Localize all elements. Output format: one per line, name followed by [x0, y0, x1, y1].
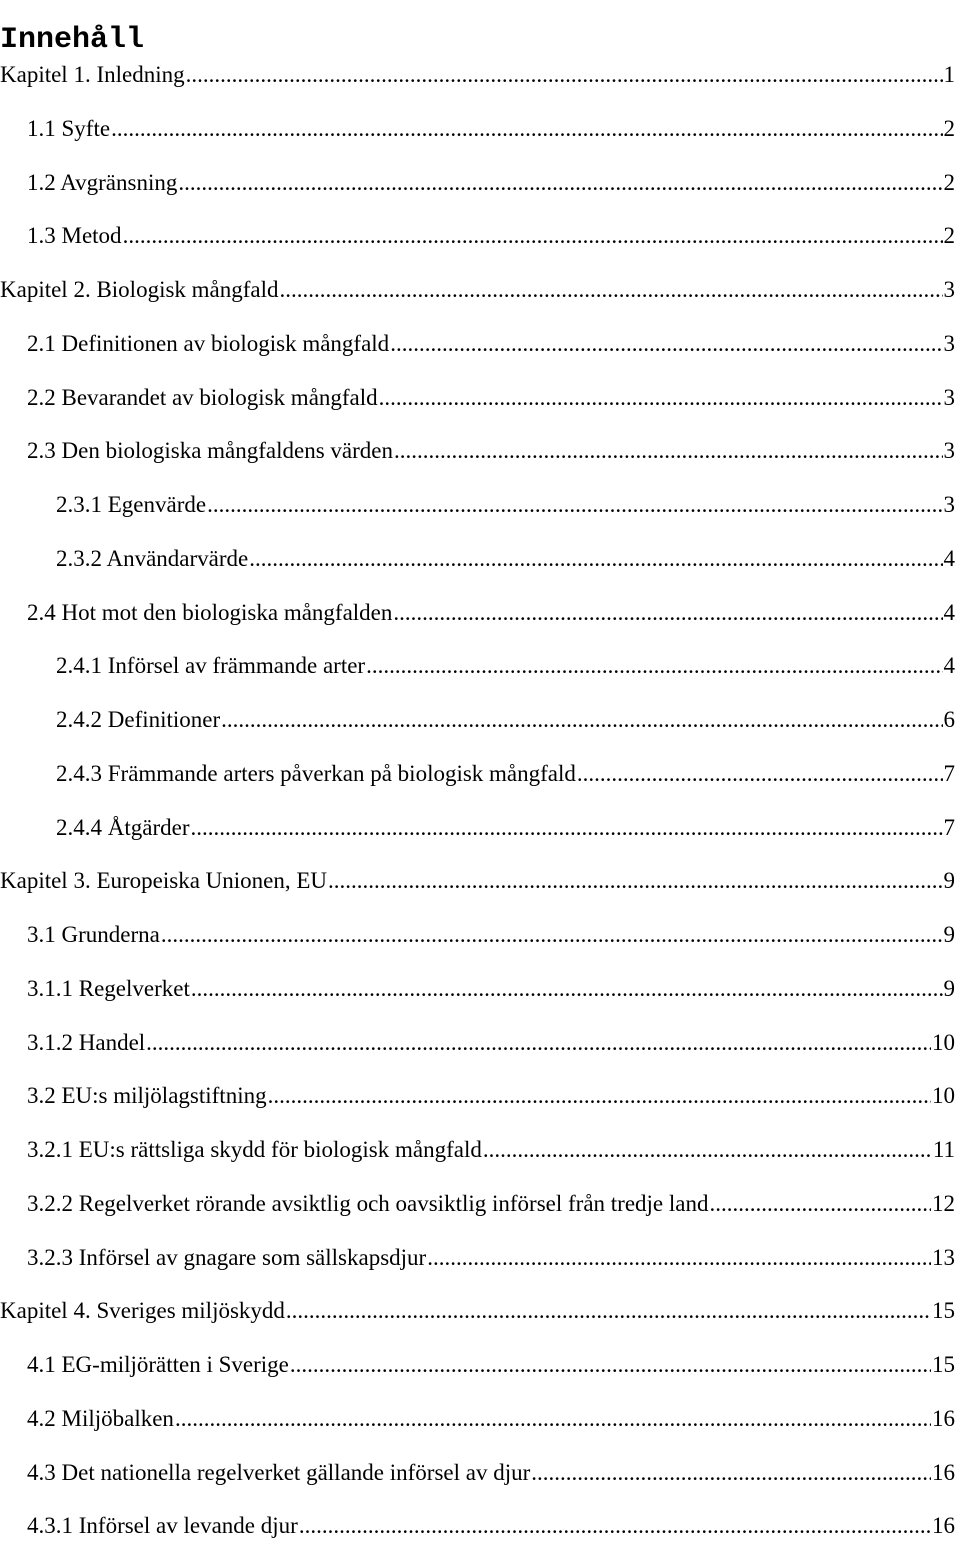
toc-entry[interactable] [0, 48, 955, 102]
toc-entry[interactable] [0, 1123, 955, 1177]
toc-entry[interactable] [0, 639, 955, 693]
toc-entry-page-number: 3 [943, 384, 955, 410]
toc-dot-leader [280, 263, 943, 317]
toc-entry-page-number: 2 [943, 115, 955, 141]
toc-entry[interactable] [0, 1392, 955, 1446]
toc-dot-leader [268, 1069, 931, 1123]
toc-dot-leader [710, 1177, 932, 1231]
toc-entry-page-number: 11 [932, 1137, 955, 1162]
toc-entry[interactable] [0, 1284, 955, 1338]
toc-dot-leader [531, 1446, 931, 1500]
toc-entry[interactable] [0, 747, 955, 801]
toc-dot-leader [221, 693, 942, 747]
toc-dot-leader [249, 532, 942, 586]
toc-entry[interactable] [0, 1338, 955, 1392]
toc-entry-page-number: 16 [932, 1459, 955, 1485]
toc-entry-page-number: 9 [943, 922, 955, 947]
toc-dot-leader [161, 908, 943, 962]
toc-entry-title: 2.1 Definitionen av biologisk mångfald [27, 330, 390, 356]
toc-entry-page-number: 9 [943, 975, 955, 1001]
toc-entry-title: 4.3.1 Införsel av levande djur [27, 1513, 298, 1539]
toc-entry-title: 4.1 EG-miljörätten i Sverige [27, 1352, 289, 1377]
toc-entry-title: 4.2 Miljöbalken [27, 1405, 174, 1431]
toc-entry-title: 2.2 Bevarandet av biologisk mångfald [27, 384, 378, 410]
toc-entry-title: 2.4.2 Definitioner [56, 707, 221, 732]
toc-entry-title: 2.4.4 Åtgärder [56, 814, 190, 840]
toc-entry-title: 1.3 Metod [27, 223, 122, 249]
toc-dot-leader [427, 1231, 931, 1285]
toc-entry[interactable] [0, 209, 955, 263]
toc-entry[interactable] [0, 586, 955, 640]
toc-entry-page-number: 16 [932, 1513, 955, 1539]
table-of-contents [0, 48, 955, 1553]
toc-entry[interactable] [0, 478, 955, 532]
toc-entry-title: 2.3.1 Egenvärde [56, 492, 207, 517]
toc-entry-title: 3.1.2 Handel [27, 1029, 146, 1055]
toc-entry[interactable] [0, 1446, 955, 1500]
toc-entry[interactable] [0, 854, 955, 908]
toc-dot-leader [207, 478, 942, 532]
toc-dot-leader [175, 1392, 931, 1446]
toc-dot-leader [286, 1284, 931, 1338]
toc-entry-title: Kapitel 3. Europeiska Unionen, EU [0, 868, 328, 894]
toc-entry-title: 2.3.2 Användarvärde [56, 545, 249, 571]
toc-entry-title: 3.2 EU:s miljölagstiftning [27, 1083, 267, 1109]
toc-entry[interactable] [0, 1069, 955, 1123]
toc-entry[interactable] [0, 317, 955, 371]
toc-entry[interactable] [0, 908, 955, 962]
toc-entry-page-number: 2 [943, 169, 955, 195]
toc-entry[interactable] [0, 263, 955, 317]
toc-entry-page-number: 4 [943, 545, 955, 571]
toc-dot-leader [379, 371, 943, 425]
toc-entry-page-number: 3 [943, 438, 955, 464]
toc-entry-page-number: 9 [943, 868, 955, 894]
toc-entry-page-number: 15 [932, 1298, 955, 1324]
toc-dot-leader [577, 747, 943, 801]
toc-entry-title: 3.1 Grunderna [27, 922, 160, 947]
toc-entry[interactable] [0, 1231, 955, 1285]
toc-entry-page-number: 7 [943, 760, 955, 786]
toc-entry-title: Kapitel 4. Sveriges miljöskydd [0, 1298, 285, 1324]
toc-entry[interactable] [0, 962, 955, 1016]
toc-entry-title: 2.4 Hot mot den biologiska mångfalden [27, 599, 393, 625]
toc-entry-page-number: 16 [932, 1405, 955, 1431]
toc-entry-page-number: 12 [932, 1190, 955, 1216]
toc-dot-leader [290, 1338, 931, 1392]
toc-entry-title: 3.1.1 Regelverket [27, 975, 190, 1001]
toc-entry[interactable] [0, 102, 955, 156]
toc-entry[interactable] [0, 1499, 955, 1553]
toc-dot-leader [146, 1016, 931, 1070]
page-title: Innehåll [0, 23, 145, 58]
toc-entry-page-number: 7 [943, 814, 955, 840]
toc-entry-page-number: 13 [932, 1244, 955, 1270]
toc-entry-page-number: 10 [932, 1029, 955, 1055]
toc-entry-page-number: 3 [943, 277, 955, 302]
toc-entry-page-number: 1 [943, 62, 955, 87]
toc-dot-leader [328, 854, 942, 908]
toc-entry[interactable] [0, 371, 955, 425]
toc-entry-page-number: 6 [943, 707, 955, 732]
toc-entry-title: 1.2 Avgränsning [27, 169, 178, 195]
toc-dot-leader [191, 801, 943, 855]
toc-dot-leader [111, 102, 942, 156]
toc-entry-page-number: 3 [943, 492, 955, 517]
toc-entry-page-number: 3 [943, 330, 955, 356]
toc-entry-title: 1.1 Syfte [27, 115, 111, 141]
toc-entry-title: 3.2.2 Regelverket rörande avsiktlig och oavsiktlig införsel från tredje land [27, 1190, 709, 1216]
toc-entry[interactable] [0, 801, 955, 855]
toc-dot-leader [123, 209, 943, 263]
toc-entry[interactable] [0, 693, 955, 747]
toc-dot-leader [299, 1499, 931, 1553]
toc-entry-title: Kapitel 1. Inledning [0, 62, 185, 87]
toc-entry-page-number: 15 [932, 1352, 955, 1377]
toc-entry-title: 4.3 Det nationella regelverket gällande införsel av djur [27, 1459, 531, 1485]
toc-entry[interactable] [0, 424, 955, 478]
toc-dot-leader [178, 156, 942, 210]
toc-entry[interactable] [0, 532, 955, 586]
toc-entry-page-number: 2 [943, 223, 955, 249]
toc-dot-leader [191, 962, 943, 1016]
toc-entry[interactable] [0, 156, 955, 210]
toc-dot-leader [186, 48, 943, 102]
toc-dot-leader [393, 586, 942, 640]
toc-dot-leader [483, 1123, 932, 1177]
toc-entry-page-number: 4 [943, 653, 955, 679]
toc-entry-title: 3.2.1 EU:s rättsliga skydd för biologisk mångfald [27, 1137, 482, 1162]
toc-entry-title: Kapitel 2. Biologisk mångfald [0, 277, 279, 302]
toc-entry-page-number: 10 [932, 1083, 955, 1109]
toc-entry[interactable] [0, 1016, 955, 1070]
toc-entry-title: 2.4.3 Främmande arters påverkan på biologisk mångfald [56, 760, 576, 786]
toc-entry-title: 2.4.1 Införsel av främmande arter [56, 653, 366, 679]
toc-entry[interactable] [0, 1177, 955, 1231]
toc-entry-page-number: 4 [943, 599, 955, 625]
toc-dot-leader [394, 424, 943, 478]
toc-dot-leader [390, 317, 942, 371]
toc-dot-leader [366, 639, 942, 693]
toc-entry-title: 2.3 Den biologiska mångfaldens värden [27, 438, 393, 464]
toc-entry-title: 3.2.3 Införsel av gnagare som sällskapsdjur [27, 1244, 427, 1270]
